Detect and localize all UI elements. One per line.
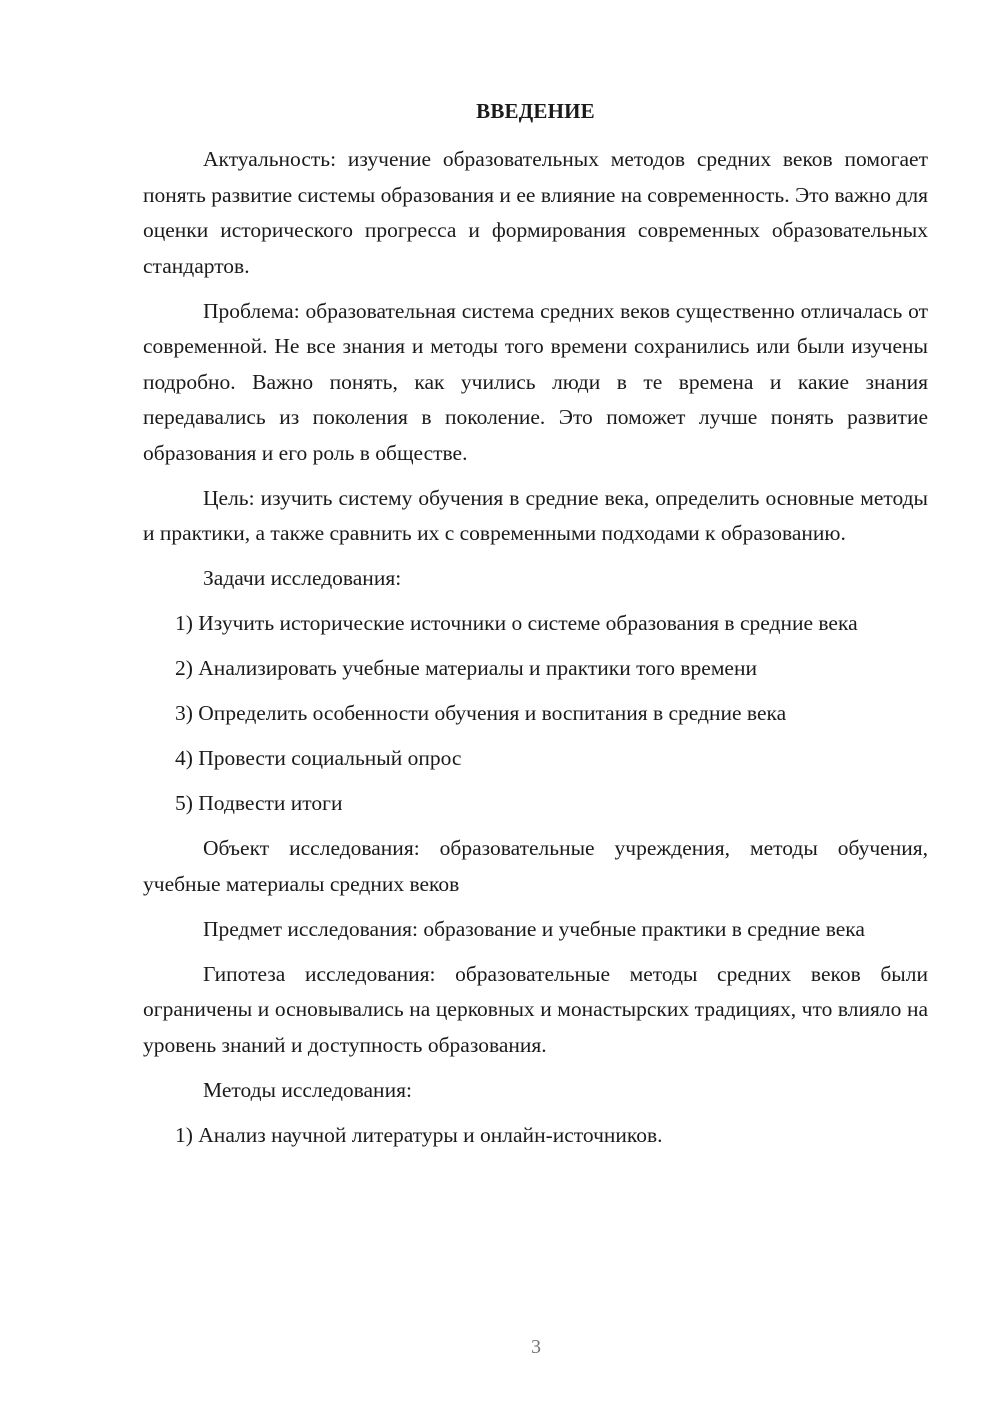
method-item-1: 1) Анализ научной литературы и онлайн-источников.	[175, 1122, 663, 1147]
paragraph-object: Объект исследования: образовательные учреждения, методы обучения, учебные материалы средних веков	[143, 836, 928, 896]
task-item-2: 2) Анализировать учебные материалы и практики того времени	[175, 656, 757, 680]
paragraph-hypothesis: Гипотеза исследования: образовательные методы средних веков были ограничены и основывались на церковных и монастырских традициях, что влияло на уровень знаний и доступность образования.	[143, 961, 928, 1057]
paragraph-relevance: Актуальность: изучение образовательных методов средних веков помогает понять развитие системы образования и ее влияние на современность. Это важно для оценки исторического прогресса и формирования современных образовательных стандартов.	[143, 147, 928, 278]
document-body	[143, 142, 928, 1163]
task-item-4: 4) Провести социальный опрос	[175, 746, 462, 770]
section-heading: ВВЕДЕНИЕ	[476, 99, 595, 123]
task-item-3: 3) Определить особенности обучения и воспитания в средние века	[175, 701, 787, 725]
methods-title: Методы исследования:	[203, 1077, 412, 1102]
paragraph-problem: Проблема: образовательная система средних веков существенно отличалась от современной. Не все знания и методы того времени сохранились или были изучены подробно. Важно понять, как учились люди в те времена и какие знания передавались из поколения в поколение. Это поможет лучше понять развитие образования и его роль в обществе.	[143, 298, 928, 465]
page-number: 3	[531, 1336, 541, 1358]
task-item-5: 5) Подвести итоги	[175, 791, 343, 815]
task-item-1: 1) Изучить исторические источники о системе образования в средние века	[175, 611, 858, 635]
tasks-title: Задачи исследования:	[203, 566, 402, 590]
paragraph-subject: Предмет исследования: образование и учебные практики в средние века	[203, 916, 865, 941]
paragraph-goal: Цель: изучить систему обучения в средние века, определить основные методы и практики, а также сравнить их с современными подходами к образованию.	[143, 485, 928, 545]
